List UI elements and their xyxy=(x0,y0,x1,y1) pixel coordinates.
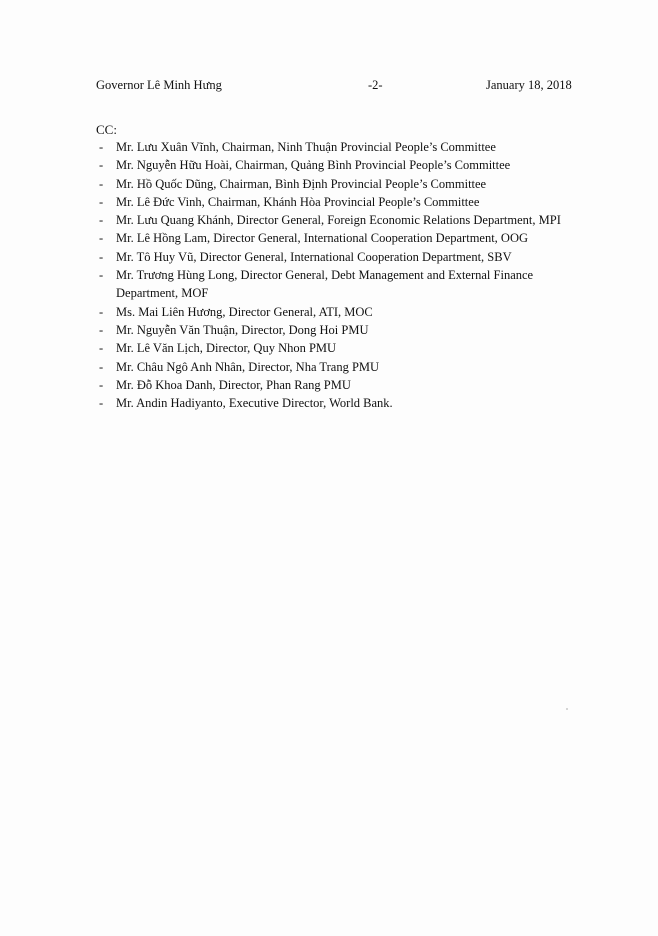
cc-item-text: Mr. Tô Huy Vũ, Director General, International Cooperation Department, SBV xyxy=(116,249,512,264)
cc-item xyxy=(96,339,596,357)
page-header xyxy=(0,78,658,96)
bullet-dash: - xyxy=(99,176,104,191)
bullet-dash: - xyxy=(99,322,104,337)
cc-item-text: Mr. Lê Văn Lịch, Director, Quy Nhon PMU xyxy=(116,341,337,356)
cc-item-text: Mr. Hồ Quốc Dũng, Chairman, Bình Định Provincial People’s Committee xyxy=(116,176,487,191)
cc-item-text: Mr. Lưu Quang Khánh, Director General, Foreign Economic Relations Department, MPI xyxy=(116,213,561,228)
cc-item-text: Mr. Trương Hùng Long, Director General, Debt Management and External Finance Department, MOF xyxy=(116,268,534,301)
cc-item xyxy=(96,175,596,193)
header-addressee: Governor Lê Minh Hưng xyxy=(96,78,222,92)
bullet-dash: - xyxy=(99,194,104,209)
scan-speck xyxy=(566,708,568,710)
cc-list xyxy=(96,138,596,412)
bullet-dash: - xyxy=(99,249,104,264)
cc-item-text: Mr. Châu Ngô Anh Nhân, Director, Nha Trang PMU xyxy=(116,359,380,374)
cc-label: CC: xyxy=(96,122,117,137)
cc-item xyxy=(96,376,596,394)
cc-item-text: Mr. Lê Đức Vinh, Chairman, Khánh Hòa Provincial People’s Committee xyxy=(116,194,480,209)
cc-item-text: Ms. Mai Liên Hương, Director General, ATI, MOC xyxy=(116,304,373,319)
cc-item-text: Mr. Andin Hadiyanto, Executive Director, World Bank. xyxy=(116,396,393,411)
cc-item-text: Mr. Đỗ Khoa Danh, Director, Phan Rang PMU xyxy=(116,377,351,392)
bullet-dash: - xyxy=(99,341,104,356)
cc-item-text: Mr. Nguyễn Hữu Hoài, Chairman, Quảng Bình Provincial People’s Committee xyxy=(116,158,511,173)
cc-item xyxy=(96,211,596,229)
bullet-dash: - xyxy=(99,140,104,154)
bullet-dash: - xyxy=(99,231,104,246)
header-page-number: -2- xyxy=(368,78,383,92)
cc-item xyxy=(96,266,596,303)
cc-item xyxy=(96,193,596,211)
cc-item xyxy=(96,303,596,321)
bullet-dash: - xyxy=(99,396,104,411)
cc-item xyxy=(96,229,596,247)
bullet-dash: - xyxy=(99,377,104,392)
cc-item xyxy=(96,358,596,376)
bullet-dash: - xyxy=(99,304,104,319)
cc-item-text: Mr. Lê Hồng Lam, Director General, International Cooperation Department, OOG xyxy=(116,231,529,246)
cc-item xyxy=(96,248,596,266)
bullet-dash: - xyxy=(99,213,104,228)
cc-item-text: Mr. Lưu Xuân Vĩnh, Chairman, Ninh Thuận Provincial People’s Committee xyxy=(116,140,496,154)
header-date: January 18, 2018 xyxy=(486,78,572,92)
cc-item-text: Mr. Nguyễn Văn Thuận, Director, Dong Hoi PMU xyxy=(116,322,369,337)
cc-item xyxy=(96,138,596,156)
cc-item xyxy=(96,321,596,339)
bullet-dash: - xyxy=(99,359,104,374)
bullet-dash: - xyxy=(99,268,104,283)
bullet-dash: - xyxy=(99,158,104,173)
cc-item xyxy=(96,156,596,174)
cc-item xyxy=(96,394,596,412)
